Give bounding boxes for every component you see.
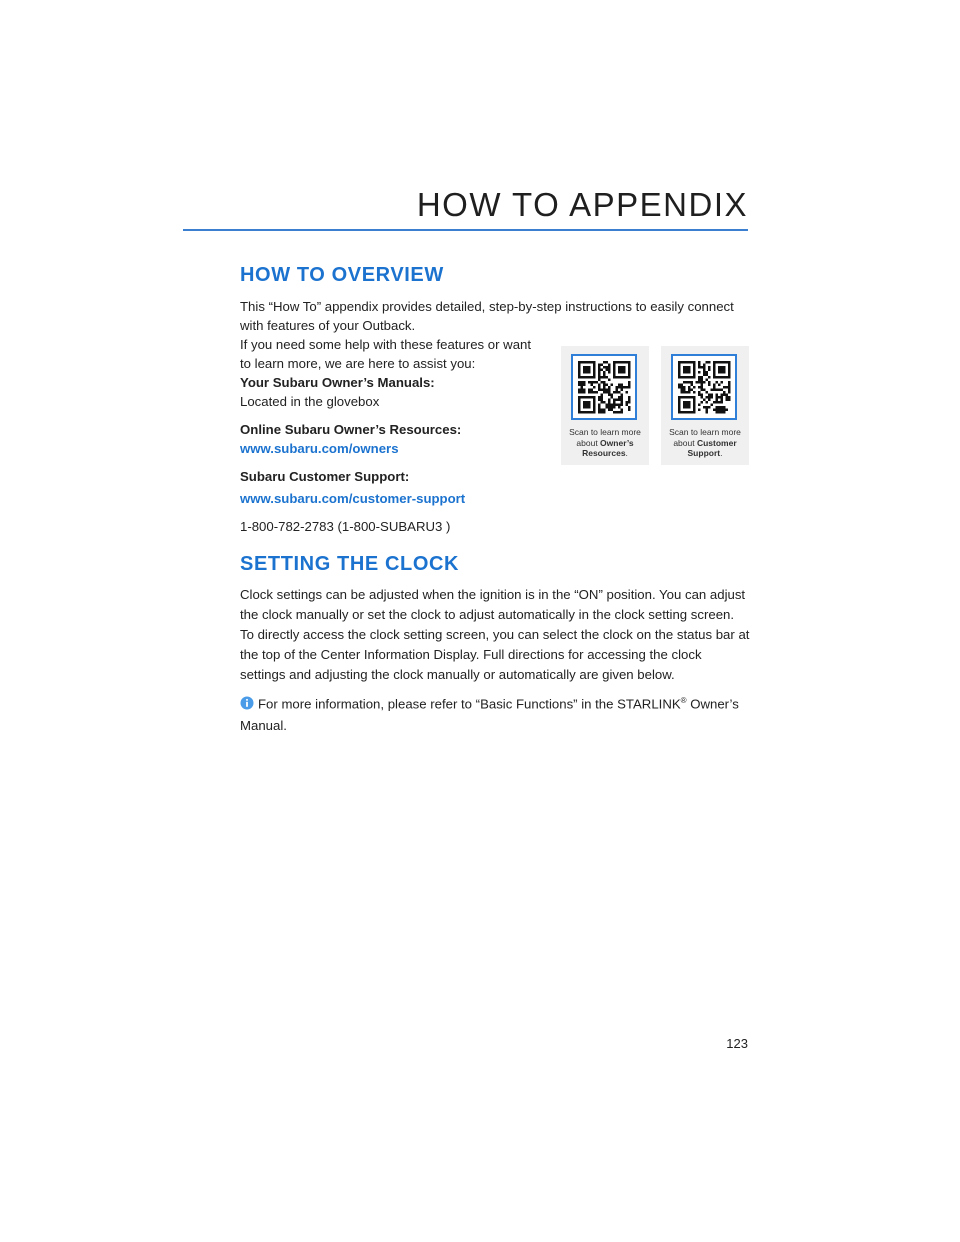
registered-mark: ® xyxy=(680,696,687,705)
header-divider xyxy=(183,229,748,231)
qr-panel-support xyxy=(661,346,749,465)
qr-caption-suffix: . xyxy=(720,448,723,458)
qr-caption-owners xyxy=(563,427,647,459)
manuals-label: Your Subaru Owner’s Manuals: xyxy=(240,375,435,390)
main-content xyxy=(240,264,750,736)
qr-caption-bold: Customer Support xyxy=(687,437,737,458)
clock-note-prefix: For more information, please refer to “Basic Functions” in the STARLINK xyxy=(258,696,681,712)
clock-note-suffix: Owner’s Manual. xyxy=(240,696,739,734)
online-resources-label: Online Subaru Owner’s Resources: xyxy=(240,422,462,437)
info-icon xyxy=(240,696,254,716)
support-phone: 1-800-782-2783 (1-800-SUBARU3 ) xyxy=(240,519,451,534)
qr-code-icon xyxy=(673,356,735,418)
support-link[interactable]: www.subaru.com/customer-support xyxy=(240,491,466,506)
support-label: Subaru Customer Support: xyxy=(240,469,410,484)
qr-caption-text: Scan to learn more about xyxy=(669,427,741,448)
qr-caption-support xyxy=(663,427,747,459)
section-title: HOW TO APPENDIX xyxy=(416,186,748,223)
owners-link[interactable]: www.subaru.com/owners xyxy=(240,441,399,456)
manuals-location: Located in the glovebox xyxy=(240,394,380,409)
qr-panel-owners xyxy=(561,346,649,465)
clock-note xyxy=(240,691,750,736)
clock-body: Clock settings can be adjusted when the ignition is in the “ON” position. You can adjust the clock manually or set the clock to adjust automatically in the clock setting screen. To directly access the clock setting screen, you can select the clock on the status bar at the top of the Center Information Display. Full directions for accessing the clock settings and adjusting the clock manually or automatically are given below. xyxy=(240,587,750,682)
qr-caption-text: Scan to learn more about xyxy=(569,427,641,448)
overview-heading: HOW TO OVERVIEW xyxy=(240,264,444,286)
overview-intro: This “How To” appendix provides detailed, step-by-step instructions to easily connect with features of your Outback. xyxy=(240,299,734,333)
qr-code-support[interactable] xyxy=(671,354,737,420)
qr-code-icon xyxy=(573,356,635,418)
qr-caption-suffix: . xyxy=(625,448,628,458)
help-intro: If you need some help with these features or want to learn more, we are here to assist you: xyxy=(240,337,532,371)
qr-caption-bold: Owner’s Resources xyxy=(582,437,634,458)
clock-heading: SETTING THE CLOCK xyxy=(240,553,460,575)
page-number: 123 xyxy=(726,1036,748,1051)
qr-code-owners[interactable] xyxy=(571,354,637,420)
